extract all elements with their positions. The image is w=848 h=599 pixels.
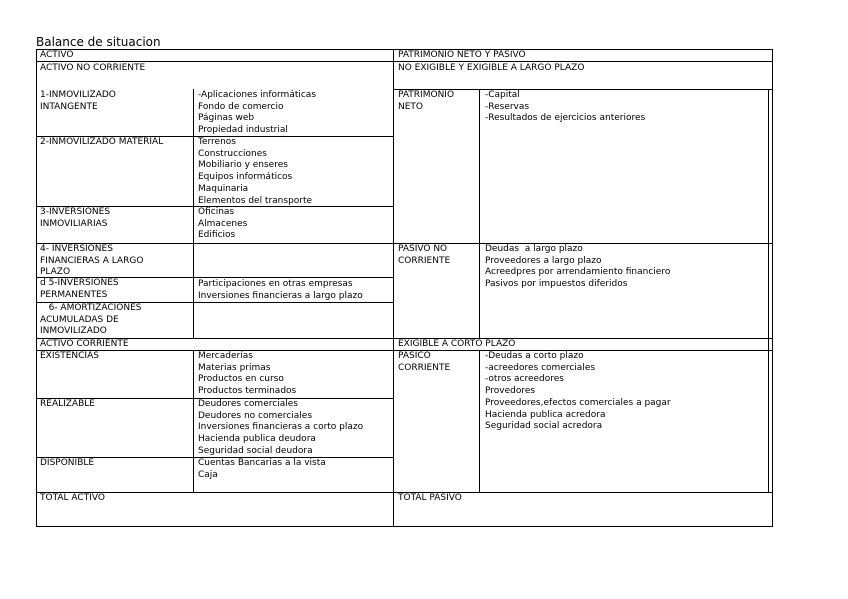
row-label: 3-INVERSIONES INMOVILIARIAS	[40, 207, 111, 229]
page-title: Balance de situacion	[36, 35, 161, 49]
right-col-divider-2	[479, 350, 480, 492]
right-inner-border	[768, 89, 769, 492]
center-divider	[393, 49, 394, 527]
row-items: Terrenos Construcciones Mobiliario y enseres Equipos informáticos Maquinaria Elementos del transporte	[198, 137, 313, 206]
activo-header: ACTIVO	[40, 50, 74, 60]
right-outer-border	[772, 49, 773, 527]
no-exigible-label: NO EXIGIBLE Y EXIGIBLE A LARGO PLAZO	[398, 63, 585, 73]
row-label: d 5-INVERSIONES PERMANENTES	[40, 278, 119, 300]
row-items: -Aplicaciones informáticas Fondo de comercio Páginas web Propiedad industrial	[198, 90, 317, 136]
patrimonio-pasivo-header: PATRIMONIO NETO Y PASIVO	[398, 50, 526, 60]
activo-no-corriente-label: ACTIVO NO CORRIENTE	[40, 63, 146, 73]
row-items: Cuentas Bancarias a la vista Caja	[198, 458, 326, 480]
row-label: DISPONIBLE	[40, 458, 95, 468]
row-label: 6- AMORTIZACIONES ACUMULADAS DE INMOVILIZADO	[40, 303, 142, 337]
row-items: Mercaderías Materias primas Productos en curso Productos terminados	[198, 351, 297, 397]
row-label: 1-INMOVILIZADO INTANGENTE	[40, 90, 116, 112]
row-label: PATRIMONIO NETO	[398, 90, 455, 112]
left-col-divider-2	[193, 350, 194, 492]
activo-corriente-label: ACTIVO CORRIENTE	[40, 339, 129, 349]
row-label: PASIVO NO CORRIENTE	[398, 244, 451, 266]
row-label: 4- INVERSIONES FINANCIERAS A LARGO PLAZO	[40, 244, 144, 278]
row-items: -Deudas a corto plazo -acreedores comerciales -otros acreedores Provedores Proveedores,efectos comerciales a pagar Hacienda publica acredora Seguridad social acredora	[485, 351, 671, 432]
total-activo-label: TOTAL ACTIVO	[40, 493, 105, 503]
right-col-divider-1	[479, 89, 480, 339]
row-items: Participaciones en otras empresas Inversiones financieras a largo plazo	[198, 279, 363, 301]
total-pasivo-label: TOTAL PASIVO	[398, 493, 462, 503]
row-items: -Capital -Reservas -Resultados de ejercicios anteriores	[485, 90, 646, 124]
row-items: Deudas a largo plazo Proveedores a largo plazo Acreedpres por arrendamiento financiero Pasivos por impuestos diferidos	[485, 244, 671, 290]
row-items: Deudores comerciales Deudores no comerciales Inversiones financieras a corto plazo Hacienda publica deudora Seguridad social deudora	[198, 399, 364, 456]
row-label: 2-INMOVILIZADO MATERIAL	[40, 137, 164, 147]
row-items: Oficinas Almacenes Edificios	[198, 207, 248, 241]
row-label: EXISTENCIAS	[40, 351, 99, 361]
row-label: PASICO CORRIENTE	[398, 351, 451, 373]
exigible-corto-plazo-label: EXIGIBLE A CORTO PLAZO	[398, 339, 516, 349]
row-label: REALIZABLE	[40, 399, 95, 409]
table-border-bottom	[36, 526, 773, 527]
left-outer-border	[36, 49, 37, 527]
